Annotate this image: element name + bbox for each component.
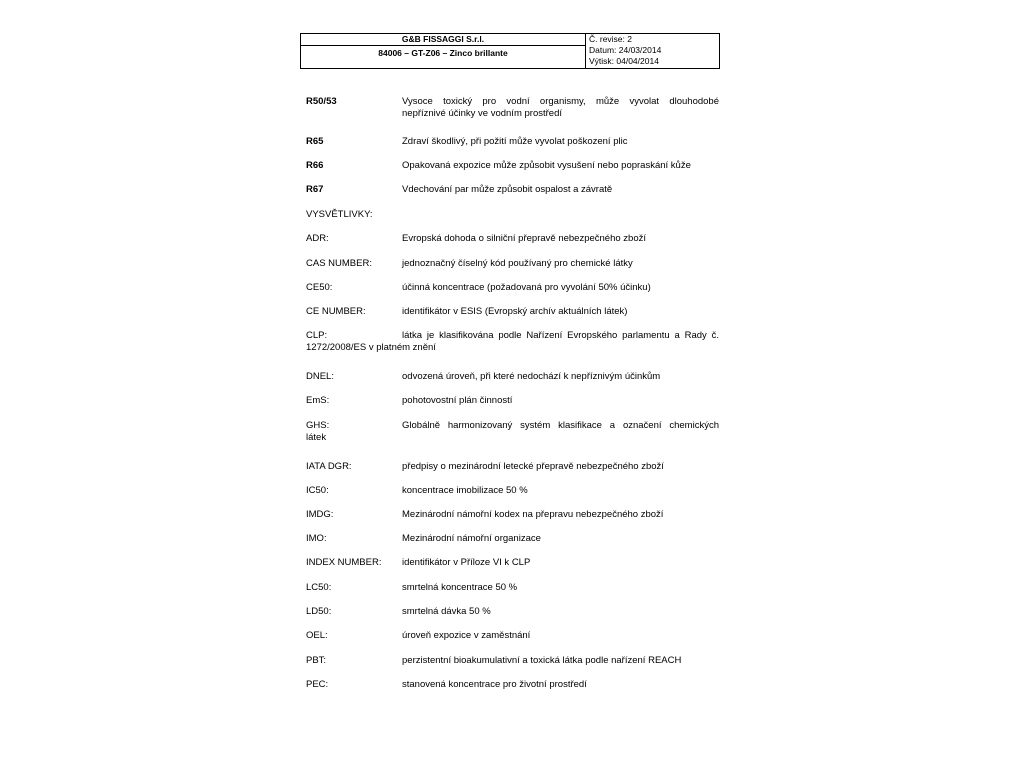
phrase-code: R50/53: [306, 96, 337, 107]
legend-definition: stanovená koncentrace pro životní prostředí: [402, 679, 587, 690]
legend-definition: koncentrace imobilizace 50 %: [402, 485, 528, 496]
phrase-text: Vdechování par může způsobit ospalost a závratě: [402, 184, 613, 195]
legend-term: GHS:: [306, 420, 330, 431]
legend-term: CE50:: [306, 282, 333, 293]
legend-definition: účinná koncentrace (požadovaná pro vyvolání 50% účinku): [402, 282, 651, 293]
legend-title: VYSVĚTLIVKY:: [306, 209, 373, 220]
phrase-text-continued: nepříznivé účinky ve vodním prostředí: [402, 108, 562, 119]
product-name: 84006 – GT-Z06 – Zinco brillante: [378, 48, 508, 58]
legend-term: IMO:: [306, 533, 327, 544]
legend-term: CE NUMBER:: [306, 306, 366, 317]
revision-date: Datum: 24/03/2014: [589, 45, 662, 55]
legend-definition: identifikátor v ESIS (Evropský archív aktuálních látek): [402, 306, 628, 317]
legend-definition: Globálně harmonizovaný systém klasifikace a označení chemických: [402, 420, 719, 431]
legend-definition: Evropská dohoda o silniční přepravě nebezpečného zboží: [402, 233, 646, 244]
legend-term: LC50:: [306, 582, 332, 593]
legend-term: DNEL:: [306, 371, 334, 382]
phrase-row: [306, 96, 720, 120]
phrase-text: Vysoce toxický pro vodní organismy, může vyvolat dlouhodobé: [402, 96, 719, 107]
phrase-code: R65: [306, 136, 324, 147]
legend-term: INDEX NUMBER:: [306, 557, 382, 568]
legend-definition: perzistentní bioakumulativní a toxická látka podle nařízení REACH: [402, 655, 682, 666]
phrase-text: Zdraví škodlivý, při požití může vyvolat poškození plic: [402, 136, 628, 147]
legend-definition: látka je klasifikována podle Nařízení Evropského parlamentu a Rady č.: [402, 330, 719, 341]
legend-definition: Mezinárodní námořní organizace: [402, 533, 541, 544]
legend-row: [306, 420, 720, 444]
legend-term: EmS:: [306, 395, 330, 406]
print-date: Výtisk: 04/04/2014: [589, 56, 659, 66]
legend-term: OEL:: [306, 630, 328, 641]
legend-definition: úroveň expozice v zaměstnání: [402, 630, 531, 641]
legend-term: LD50:: [306, 606, 332, 617]
legend-definition-continued: látek: [306, 432, 327, 443]
legend-definition: předpisy o mezinárodní letecké přepravě nebezpečného zboží: [402, 461, 664, 472]
revision-number: Č. revise: 2: [589, 34, 632, 44]
legend-definition: smrtelná koncentrace 50 %: [402, 582, 518, 593]
legend-definition: odvozená úroveň, při které nedochází k nepříznivým účinkům: [402, 371, 661, 382]
legend-definition: identifikátor v Příloze VI k CLP: [402, 557, 531, 568]
phrase-text: Opakovaná expozice může způsobit vysušení nebo popraskání kůže: [402, 160, 691, 171]
phrase-code: R66: [306, 160, 324, 171]
legend-definition: Mezinárodní námořní kodex na přepravu nebezpečného zboží: [402, 509, 664, 520]
legend-term: IC50:: [306, 485, 329, 496]
legend-definition-continued: 1272/2008/ES v platném znění: [306, 342, 436, 353]
header-left-cell: [301, 34, 586, 68]
legend-term: IATA DGR:: [306, 461, 352, 472]
legend-definition: pohotovostní plán činností: [402, 395, 513, 406]
company-name: G&B FISSAGGI S.r.l.: [301, 34, 585, 46]
legend-term: PBT:: [306, 655, 327, 666]
legend-term: IMDG:: [306, 509, 334, 520]
legend-row: [306, 330, 720, 354]
phrase-code: R67: [306, 184, 324, 195]
legend-term: CLP:: [306, 330, 328, 341]
legend-definition: smrtelná dávka 50 %: [402, 606, 491, 617]
header-right-cell: [586, 34, 719, 68]
document-header: [300, 33, 720, 69]
legend-term: ADR:: [306, 233, 329, 244]
legend-term: PEC:: [306, 679, 329, 690]
legend-definition: jednoznačný číselný kód používaný pro chemické látky: [402, 258, 633, 269]
legend-term: CAS NUMBER:: [306, 258, 372, 269]
